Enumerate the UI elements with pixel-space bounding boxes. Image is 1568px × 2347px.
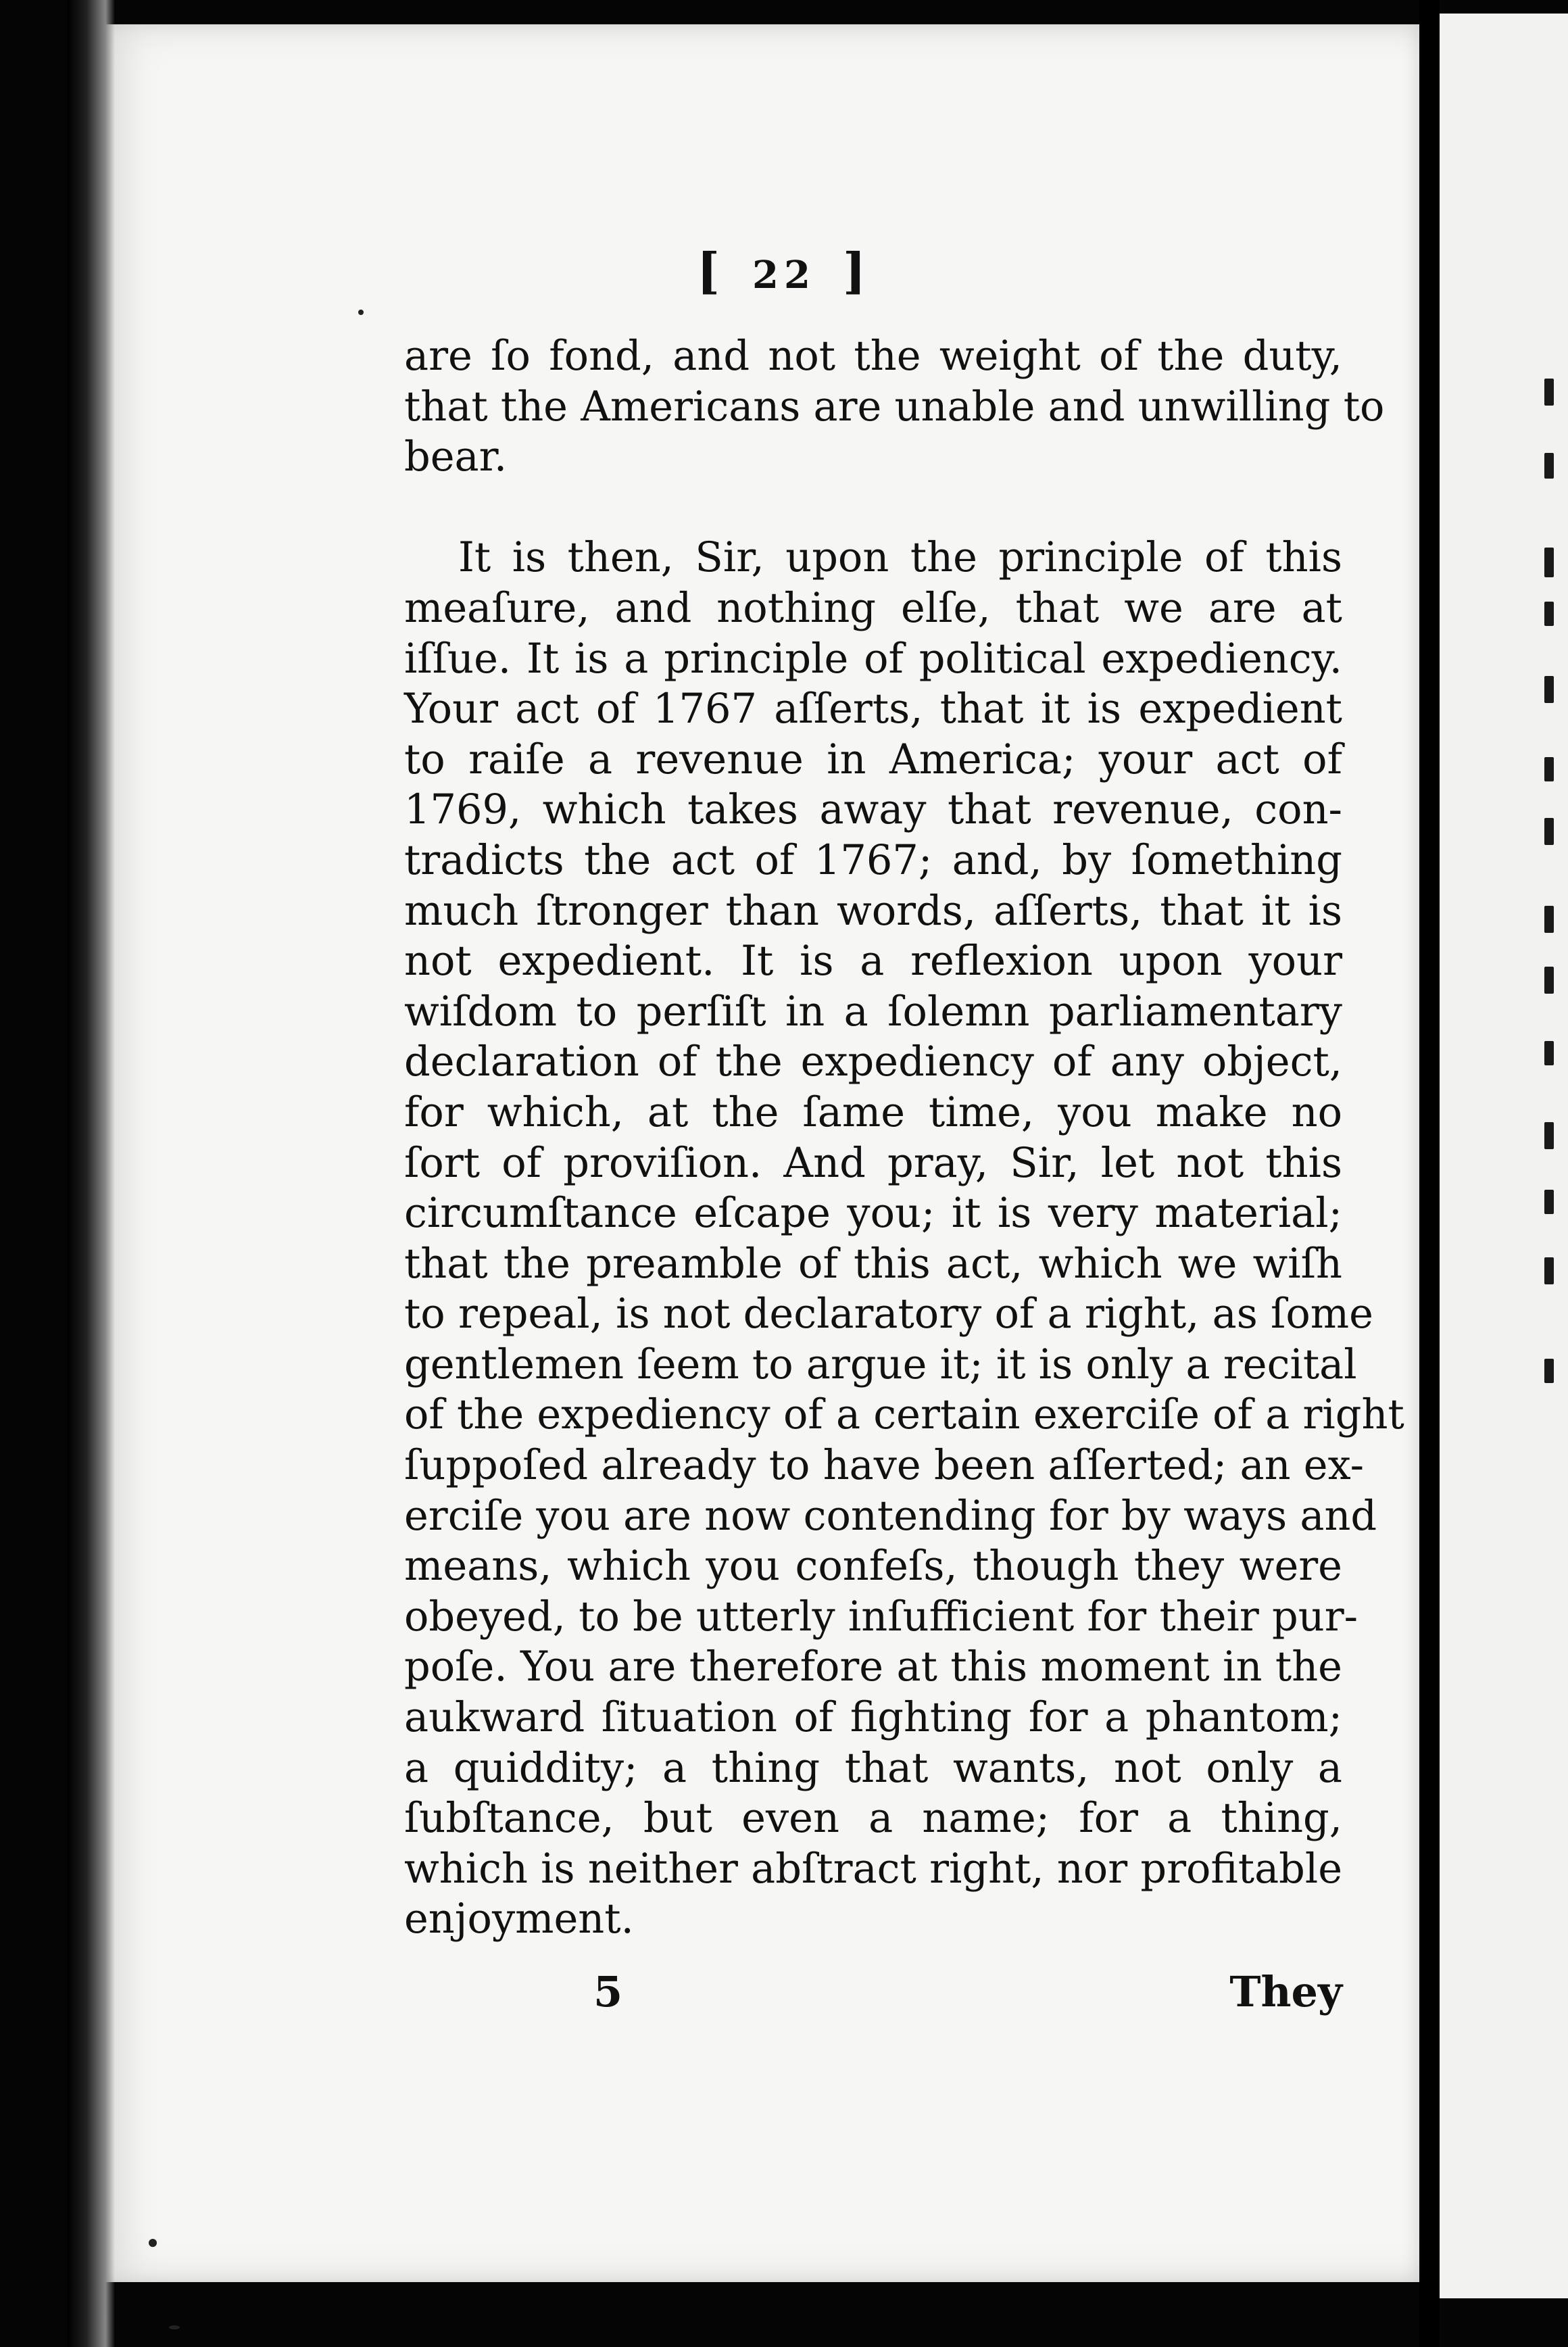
body-text xyxy=(404,331,1404,1945)
text-line: Your act of 1767 aſſerts, that it is expedient xyxy=(404,685,1342,733)
paragraph-break xyxy=(404,483,1342,533)
text-line: poſe. You are therefore at this moment in the xyxy=(404,1643,1342,1691)
text-line: enjoyment. xyxy=(404,1895,634,1943)
text-line: that the preamble of this act, which we wiſh xyxy=(404,1240,1342,1288)
text-line: iſſue. It is a principle of political expediency. xyxy=(404,635,1342,683)
text-line: obeyed, to be utterly inſufficient for their pur- xyxy=(404,1593,1358,1641)
adjacent-page-text-fragments xyxy=(1544,379,1568,1460)
text-line: gentlemen ſeem to argue it; it is only a recital xyxy=(404,1340,1357,1388)
header-bracket-open: [ xyxy=(696,242,726,299)
scan-speck xyxy=(358,310,364,315)
text-line: means, which you confeſs, though they were xyxy=(404,1543,1342,1591)
text-line: not expedient. It is a reflexion upon your xyxy=(404,938,1342,986)
text-line: to repeal, is not declaratory of a right, as ſome xyxy=(404,1290,1373,1338)
text-line: declaration of the expediency of any object, xyxy=(404,1038,1342,1086)
text-line: circumſtance eſcape you; it is very material; xyxy=(404,1190,1342,1238)
text-line: a quiddity; a thing that wants, not only a xyxy=(404,1744,1342,1792)
text-line: for which, at the ſame time, you make no xyxy=(404,1088,1342,1136)
page-number: 22 xyxy=(752,253,816,297)
text-line: aukward ſituation of fighting for a phantom; xyxy=(404,1694,1342,1742)
text-line: wiſdom to perſiſt in a ſolemn parliamentary xyxy=(404,988,1342,1036)
text-line: erciſe you are now contending for by ways and xyxy=(404,1492,1377,1540)
text-line: which is neither abſtract right, nor profitable xyxy=(404,1845,1343,1893)
text-line: of the expediency of a certain exerciſe of a right xyxy=(404,1391,1404,1439)
text-line: ſort of proviſion. And pray, Sir, let not this xyxy=(404,1139,1342,1187)
page-gap xyxy=(1419,0,1440,2347)
page-header xyxy=(0,242,1568,299)
page-gutter xyxy=(68,0,115,2347)
text-line: meaſure, and nothing elſe, that we are at xyxy=(404,584,1342,632)
text-line: ſuppoſed already to have been aſſerted; an ex- xyxy=(404,1442,1365,1490)
text-line: tradicts the act of 1767; and, by ſomething xyxy=(404,836,1342,884)
text-line: that the Americans are unable and unwilling to xyxy=(404,383,1385,431)
signature-mark: 5 xyxy=(593,1967,623,2016)
text-line: It is then, Sir, upon the principle of this xyxy=(458,534,1342,582)
header-bracket-close: ] xyxy=(842,242,872,299)
text-line: much ſtronger than words, aſſerts, that it is xyxy=(404,887,1342,935)
scan-speck xyxy=(149,2239,157,2247)
text-line: bear. xyxy=(404,433,508,481)
scan-speck xyxy=(169,2325,180,2329)
text-line: ſubſtance, but even a name; for a thing, xyxy=(404,1795,1342,1843)
text-line: 1769, which takes away that revenue, con- xyxy=(404,786,1342,834)
text-line: are ſo fond, and not the weight of the duty, xyxy=(404,333,1342,380)
catchword: They xyxy=(1229,1967,1342,2016)
text-line: to raiſe a revenue in America; your act of xyxy=(404,735,1342,783)
